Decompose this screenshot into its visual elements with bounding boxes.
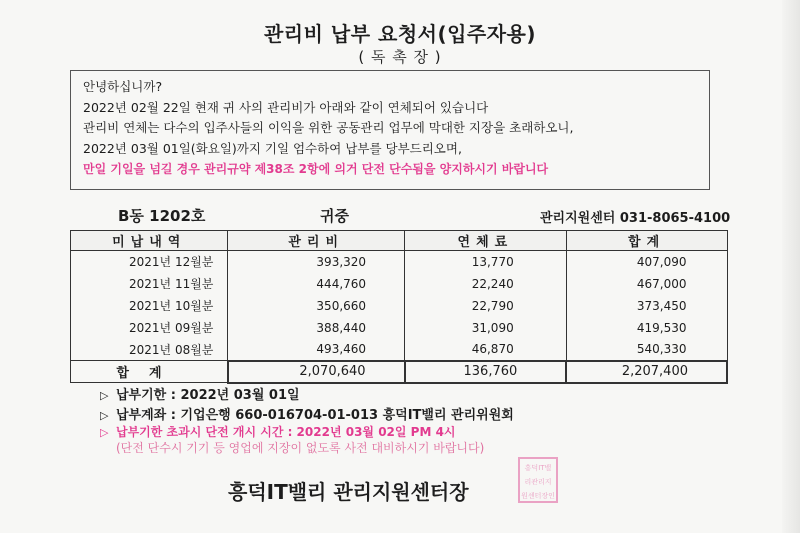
triangle-icon: ▷ [100, 426, 109, 439]
header-late-fee: 연체료 [405, 231, 567, 251]
account-line [100, 404, 514, 423]
notice-line-status: 2022년 02월 22일 현재 귀 사의 관리비가 아래와 같이 연체되어 있습니다 [83, 99, 489, 115]
header-unpaid: 미납내역 [71, 231, 228, 251]
row-sum: 419,530 [566, 317, 727, 339]
header-fee: 관리비 [228, 231, 405, 251]
row-sum: 407,090 [566, 251, 727, 273]
row-fee: 393,320 [228, 251, 405, 273]
unit-number: B동 1202호 [118, 207, 206, 225]
row-late-fee: 22,240 [405, 273, 567, 295]
notice-box [70, 70, 710, 190]
total-fee: 2,070,640 [228, 361, 405, 383]
row-late-fee: 46,870 [405, 339, 567, 361]
official-seal-stamp: 흥덕IT밸 리관리지 원센터장인 [518, 457, 558, 503]
row-month: 2021년 11월분 [71, 273, 228, 295]
arrears-table [70, 230, 728, 384]
row-month: 2021년 08월분 [71, 339, 228, 361]
notice-warning [83, 159, 697, 180]
total-sum: 2,207,400 [566, 361, 727, 383]
row-fee: 388,440 [228, 317, 405, 339]
row-fee: 350,660 [228, 295, 405, 317]
warning-prefix: 만일 기일을 넘길 경우 관리규약 제38조 2항에 의거 [83, 162, 362, 176]
account-text: 납부계좌 : 기업은행 660-016704-01-013 흥덕IT밸리 관리위원회 [116, 408, 514, 423]
row-late-fee: 31,090 [405, 317, 567, 339]
row-fee: 493,460 [228, 339, 405, 361]
warning-suffix: 됨을 양지하시기 바랍니다 [412, 162, 549, 176]
table-row [71, 273, 728, 295]
row-sum: 540,330 [566, 339, 727, 361]
deadline-line [100, 384, 300, 403]
warning-emphasis: 단전 단수 [361, 162, 413, 176]
triangle-icon: ▷ [100, 389, 109, 402]
triangle-icon: ▷ [100, 409, 109, 422]
signature: 흥덕IT밸리 관리지원센터장 [228, 480, 469, 504]
cutoff-line [100, 423, 456, 440]
document-title: 관리비 납부 요청서(입주자용) [263, 22, 537, 46]
table-row [71, 317, 728, 339]
table-row [71, 251, 728, 273]
notice-line-deadline: 2022년 03월 01일(화요일)까지 기일 엄수하여 납부를 당부드리오며, [83, 140, 462, 156]
table-row [71, 339, 728, 361]
paper-edge-shadow [782, 0, 800, 533]
row-month: 2021년 09월분 [71, 317, 228, 339]
notice-greeting: 안녕하십니까? [83, 79, 163, 94]
addressee: 귀중 [320, 207, 349, 225]
row-month: 2021년 12월분 [71, 251, 228, 273]
row-fee: 444,760 [228, 273, 405, 295]
total-row [71, 361, 728, 383]
header-sum: 합계 [566, 231, 727, 251]
advice-text: (단전 단수시 기기 등 영업에 지장이 없도록 사전 대비하시기 바랍니다) [116, 441, 485, 455]
table-header-row [71, 231, 728, 251]
table-row [71, 295, 728, 317]
deadline-text: 납부기한 : 2022년 03월 01일 [116, 388, 300, 403]
row-sum: 373,450 [566, 295, 727, 317]
row-late-fee: 22,790 [405, 295, 567, 317]
office-contact: 관리지원센터 031-8065-4100 [540, 211, 731, 226]
document-subtitle: ( 독 촉 장 ) [358, 48, 442, 66]
total-late-fee: 136,760 [405, 361, 567, 383]
row-month: 2021년 10월분 [71, 295, 228, 317]
notice-line-reason: 관리비 연체는 다수의 입주사들의 이익을 위한 공동관리 업무에 막대한 지장을 초래하오니, [83, 120, 574, 135]
total-label: 합계 [71, 361, 228, 383]
row-late-fee: 13,770 [405, 251, 567, 273]
cutoff-text: 납부기한 초과시 단전 개시 시간 : 2022년 03월 02일 PM 4시 [116, 425, 456, 439]
row-sum: 467,000 [566, 273, 727, 295]
